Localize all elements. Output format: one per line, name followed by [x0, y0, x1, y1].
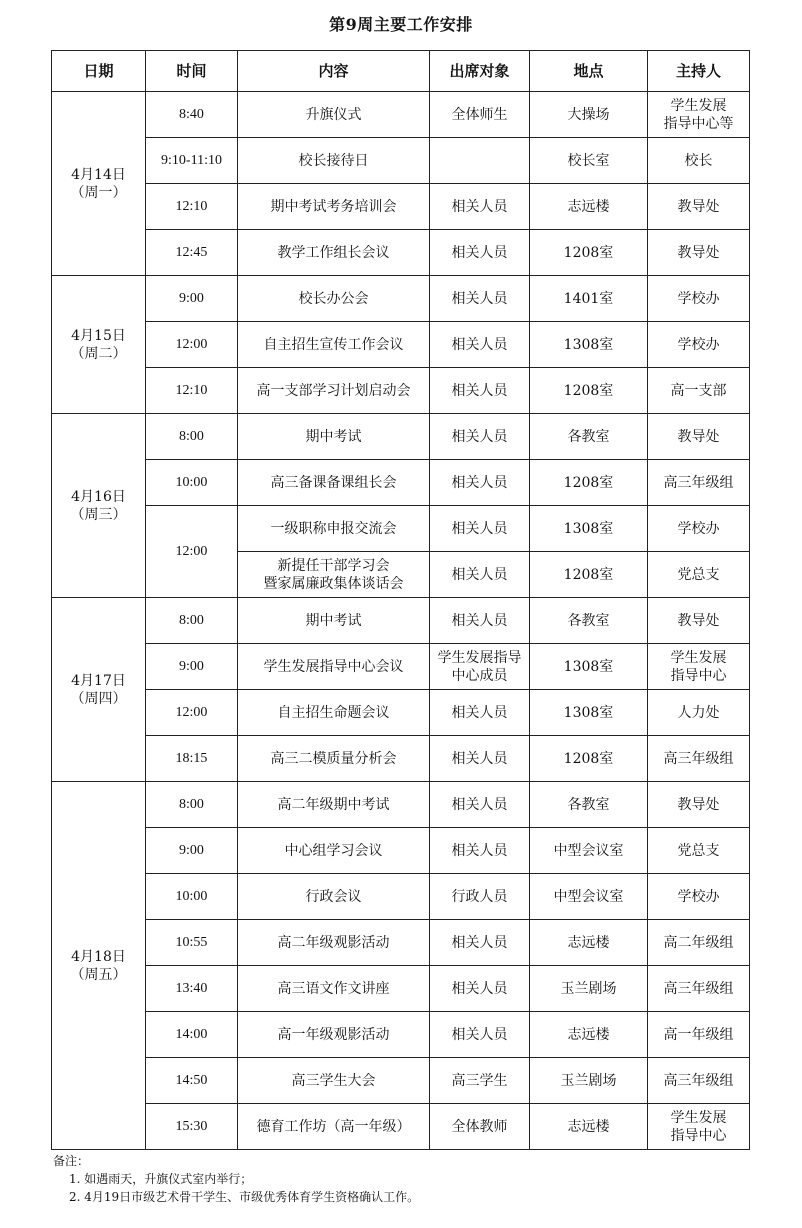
time-cell: 12:00: [146, 506, 238, 598]
host-cell: 高三年级组: [648, 736, 750, 782]
content-cell: 期中考试: [238, 414, 430, 460]
attendees-cell: 相关人员: [430, 690, 530, 736]
host-cell: 高一支部: [648, 368, 750, 414]
schedule-row: [52, 276, 750, 322]
location-cell: 志远楼: [530, 1012, 648, 1058]
page-title: 第9周主要工作安排: [329, 15, 473, 34]
content-cell: 高一年级观影活动: [238, 1012, 430, 1058]
content-cell: 升旗仪式: [238, 92, 430, 138]
time-cell: 10:00: [146, 874, 238, 920]
attendees-cell: 相关人员: [430, 920, 530, 966]
attendees-cell: 学生发展指导 中心成员: [430, 644, 530, 690]
location-cell: 1308室: [530, 322, 648, 368]
date-cell: 4月18日 （周五）: [52, 782, 146, 1150]
schedule-row: [52, 966, 750, 1012]
location-cell: 玉兰剧场: [530, 966, 648, 1012]
host-cell: 党总支: [648, 828, 750, 874]
content-cell: 学生发展指导中心会议: [238, 644, 430, 690]
host-cell: 学校办: [648, 506, 750, 552]
location-cell: 1208室: [530, 368, 648, 414]
host-cell: 学生发展 指导中心等: [648, 92, 750, 138]
header-time: 时间: [146, 51, 238, 92]
time-cell: 8:40: [146, 92, 238, 138]
host-cell: 高三年级组: [648, 1058, 750, 1104]
location-cell: 志远楼: [530, 920, 648, 966]
header-attendees: 出席对象: [430, 51, 530, 92]
location-cell: 各教室: [530, 782, 648, 828]
content-cell: 期中考试: [238, 598, 430, 644]
attendees-cell: 相关人员: [430, 828, 530, 874]
attendees-cell: 相关人员: [430, 782, 530, 828]
schedule-row: [52, 414, 750, 460]
schedule-row: [52, 644, 750, 690]
host-cell: 高二年级组: [648, 920, 750, 966]
host-cell: 人力处: [648, 690, 750, 736]
header-date: 日期: [52, 51, 146, 92]
attendees-cell: 相关人员: [430, 368, 530, 414]
time-cell: 9:00: [146, 828, 238, 874]
time-cell: 12:00: [146, 690, 238, 736]
location-cell: 各教室: [530, 414, 648, 460]
attendees-cell: 高三学生: [430, 1058, 530, 1104]
content-cell: 德育工作坊（高一年级）: [238, 1104, 430, 1150]
attendees-cell: 相关人员: [430, 460, 530, 506]
schedule-row: [52, 1012, 750, 1058]
content-cell: 期中考试考务培训会: [238, 184, 430, 230]
schedule-row: [52, 828, 750, 874]
location-cell: 1208室: [530, 552, 648, 598]
time-cell: 15:30: [146, 1104, 238, 1150]
location-cell: 1401室: [530, 276, 648, 322]
content-cell: 高二年级观影活动: [238, 920, 430, 966]
time-cell: 14:00: [146, 1012, 238, 1058]
attendees-cell: 相关人员: [430, 506, 530, 552]
content-cell: 高二年级期中考试: [238, 782, 430, 828]
location-cell: 1308室: [530, 690, 648, 736]
header-location: 地点: [530, 51, 648, 92]
schedule-row: [52, 230, 750, 276]
content-cell: 高三二模质量分析会: [238, 736, 430, 782]
schedule-row: [52, 874, 750, 920]
host-cell: 学校办: [648, 276, 750, 322]
schedule-row: [52, 782, 750, 828]
header-host: 主持人: [648, 51, 750, 92]
schedule-row: [52, 690, 750, 736]
content-cell: 高三备课备课组长会: [238, 460, 430, 506]
schedule-row: [52, 1104, 750, 1150]
location-cell: 中型会议室: [530, 828, 648, 874]
content-cell: 高三语文作文讲座: [238, 966, 430, 1012]
attendees-cell: 相关人员: [430, 230, 530, 276]
host-cell: 教导处: [648, 414, 750, 460]
host-cell: 学生发展 指导中心: [648, 1104, 750, 1150]
attendees-cell: 全体教师: [430, 1104, 530, 1150]
host-cell: 高一年级组: [648, 1012, 750, 1058]
time-cell: 10:55: [146, 920, 238, 966]
host-cell: 高三年级组: [648, 460, 750, 506]
time-cell: 9:00: [146, 276, 238, 322]
attendees-cell: 相关人员: [430, 736, 530, 782]
notes-label: 备注：: [53, 1154, 90, 1168]
schedule-body: [52, 92, 750, 1150]
host-cell: 学校办: [648, 874, 750, 920]
time-cell: 8:00: [146, 782, 238, 828]
content-cell: 校长办公会: [238, 276, 430, 322]
location-cell: 1308室: [530, 506, 648, 552]
header-row: [52, 51, 750, 92]
attendees-cell: 相关人员: [430, 322, 530, 368]
schedule-row: [52, 368, 750, 414]
content-cell: 新提任干部学习会 暨家属廉政集体谈话会: [238, 552, 430, 598]
attendees-cell: 相关人员: [430, 552, 530, 598]
time-cell: 12:45: [146, 230, 238, 276]
time-cell: 12:10: [146, 184, 238, 230]
host-cell: 党总支: [648, 552, 750, 598]
date-cell: 4月16日 （周三）: [52, 414, 146, 598]
schedule-row: [52, 1058, 750, 1104]
location-cell: 志远楼: [530, 184, 648, 230]
time-cell: 12:10: [146, 368, 238, 414]
content-cell: 自主招生宣传工作会议: [238, 322, 430, 368]
time-cell: 12:00: [146, 322, 238, 368]
attendees-cell: 全体师生: [430, 92, 530, 138]
host-cell: 教导处: [648, 184, 750, 230]
time-cell: 18:15: [146, 736, 238, 782]
location-cell: 志远楼: [530, 1104, 648, 1150]
date-cell: 4月17日 （周四）: [52, 598, 146, 782]
host-cell: 高三年级组: [648, 966, 750, 1012]
time-cell: 8:00: [146, 414, 238, 460]
location-cell: 中型会议室: [530, 874, 648, 920]
date-cell: 4月14日 （周一）: [52, 92, 146, 276]
content-cell: 自主招生命题会议: [238, 690, 430, 736]
time-cell: 14:50: [146, 1058, 238, 1104]
time-cell: 9:10-11:10: [146, 138, 238, 184]
header-content: 内容: [238, 51, 430, 92]
notes-section: [53, 1152, 419, 1206]
content-cell: 行政会议: [238, 874, 430, 920]
content-cell: 校长接待日: [238, 138, 430, 184]
attendees-cell: 相关人员: [430, 1012, 530, 1058]
note-item: 1. 如遇雨天，升旗仪式室内举行；: [69, 1172, 253, 1186]
schedule-row: [52, 506, 750, 552]
host-cell: 学生发展 指导中心: [648, 644, 750, 690]
note-item: 2. 4月19日市级艺术骨干学生、市级优秀体育学生资格确认工作。: [69, 1190, 420, 1204]
host-cell: 校长: [648, 138, 750, 184]
location-cell: 大操场: [530, 92, 648, 138]
host-cell: 教导处: [648, 230, 750, 276]
schedule-row: [52, 598, 750, 644]
location-cell: 1308室: [530, 644, 648, 690]
time-cell: 9:00: [146, 644, 238, 690]
attendees-cell: 相关人员: [430, 184, 530, 230]
content-cell: 一级职称申报交流会: [238, 506, 430, 552]
attendees-cell: 相关人员: [430, 414, 530, 460]
attendees-cell: 相关人员: [430, 966, 530, 1012]
attendees-cell: 行政人员: [430, 874, 530, 920]
schedule-row: [52, 184, 750, 230]
location-cell: 1208室: [530, 230, 648, 276]
schedule-table: [51, 50, 750, 1150]
schedule-row: [52, 920, 750, 966]
location-cell: 1208室: [530, 736, 648, 782]
host-cell: 学校办: [648, 322, 750, 368]
schedule-row: [52, 92, 750, 138]
schedule-row: [52, 322, 750, 368]
content-cell: 中心组学习会议: [238, 828, 430, 874]
schedule-row: [52, 460, 750, 506]
time-cell: 13:40: [146, 966, 238, 1012]
attendees-cell: [430, 138, 530, 184]
date-cell: 4月15日 （周二）: [52, 276, 146, 414]
location-cell: 各教室: [530, 598, 648, 644]
location-cell: 校长室: [530, 138, 648, 184]
host-cell: 教导处: [648, 598, 750, 644]
host-cell: 教导处: [648, 782, 750, 828]
schedule-row: [52, 736, 750, 782]
time-cell: 10:00: [146, 460, 238, 506]
content-cell: 高一支部学习计划启动会: [238, 368, 430, 414]
content-cell: 高三学生大会: [238, 1058, 430, 1104]
location-cell: 玉兰剧场: [530, 1058, 648, 1104]
schedule-row: [52, 138, 750, 184]
location-cell: 1208室: [530, 460, 648, 506]
attendees-cell: 相关人员: [430, 598, 530, 644]
content-cell: 教学工作组长会议: [238, 230, 430, 276]
time-cell: 8:00: [146, 598, 238, 644]
attendees-cell: 相关人员: [430, 276, 530, 322]
